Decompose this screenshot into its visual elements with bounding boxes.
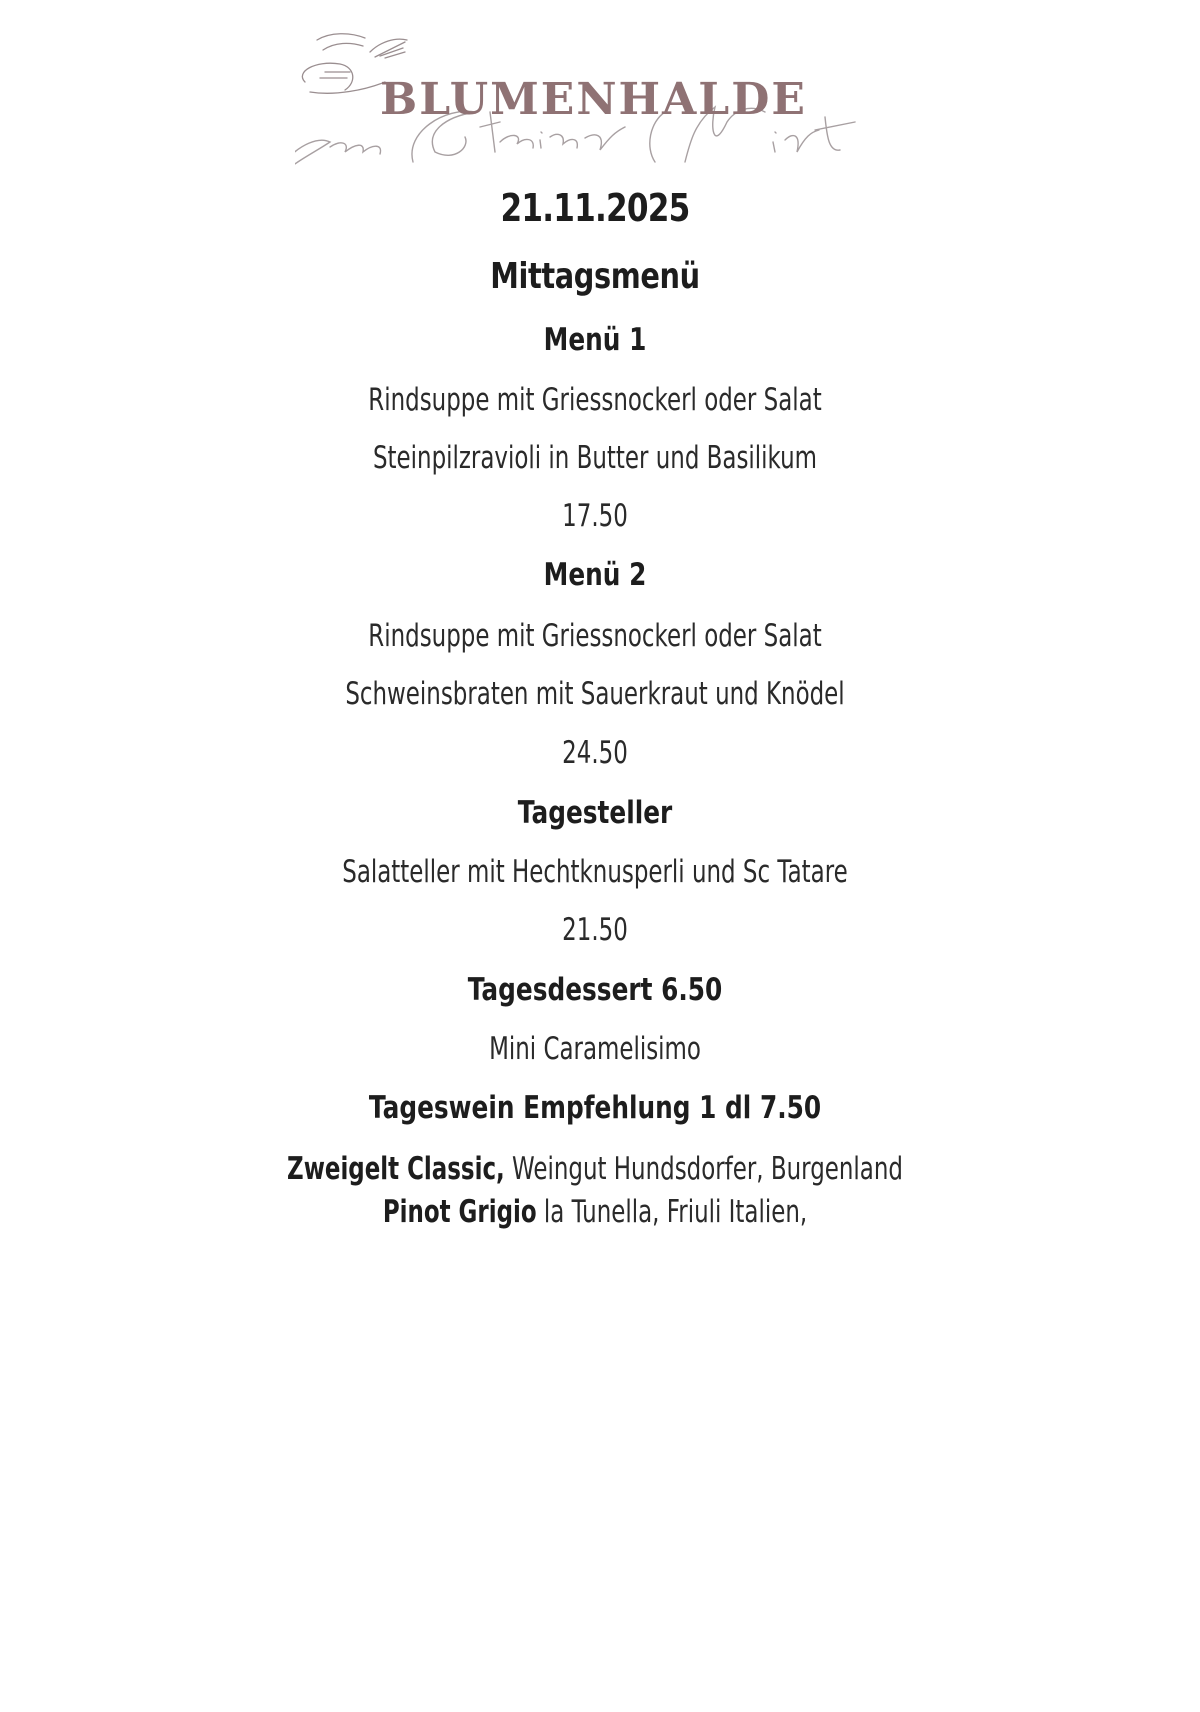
tagesteller-dish: Salatteller mit Hechtknusperli und Sc Tatare xyxy=(342,854,848,890)
wine-item xyxy=(155,1194,1036,1230)
wine-heading: Tageswein Empfehlung 1 dl 7.50 xyxy=(368,1090,822,1126)
menu2-price: 24.50 xyxy=(562,735,628,771)
menu-date: 21.11.2025 xyxy=(500,186,690,230)
wine-name: Pinot Grigio xyxy=(382,1194,537,1230)
dessert-dish: Mini Caramelisimo xyxy=(489,1031,701,1067)
restaurant-logo xyxy=(295,12,895,187)
menu1-price: 17.50 xyxy=(562,498,628,534)
wine-origin: la Tunella, Friuli Italien, xyxy=(536,1194,808,1230)
menu2-heading: Menü 2 xyxy=(543,557,647,593)
logo-wordmark: BLUMENHALDE xyxy=(380,74,807,125)
menu-title: Mittagsmenü xyxy=(490,256,700,297)
wine-origin: Weingut Hundsdorfer, Burgenland xyxy=(504,1151,903,1187)
menu1-starter: Rindsuppe mit Griessnockerl oder Salat xyxy=(368,382,822,418)
dessert-heading: Tagesdessert 6.50 xyxy=(467,972,723,1008)
menu2-main: Schweinsbraten mit Sauerkraut und Knödel xyxy=(345,676,845,712)
tagesteller-price: 21.50 xyxy=(562,912,628,948)
wine-item xyxy=(155,1151,1036,1187)
menu1-heading: Menü 1 xyxy=(543,322,647,358)
tagesteller-heading: Tagesteller xyxy=(517,795,673,831)
menu2-starter: Rindsuppe mit Griessnockerl oder Salat xyxy=(368,618,822,654)
menu1-main: Steinpilzravioli in Butter und Basilikum xyxy=(372,440,818,476)
wine-name: Zweigelt Classic, xyxy=(287,1151,505,1187)
